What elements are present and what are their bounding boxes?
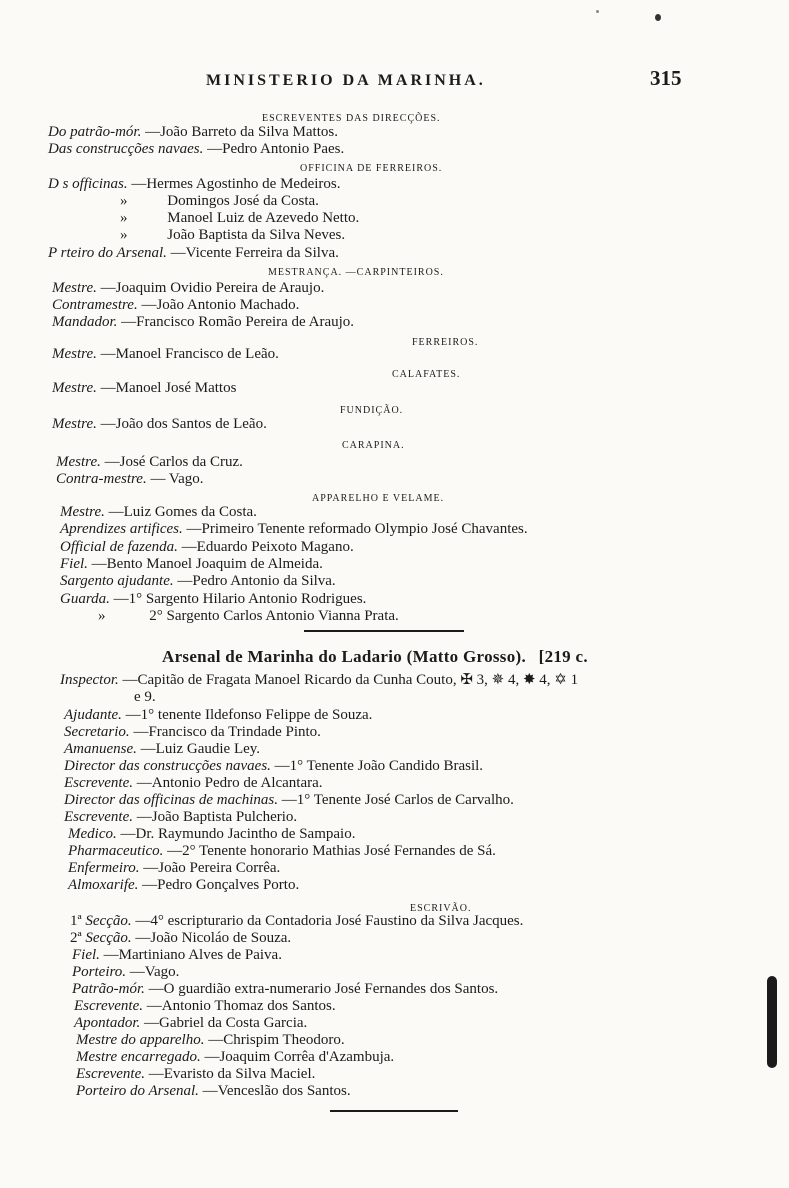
entry-name: —João Pereira Corrêa. (143, 860, 281, 876)
entry-role: Secretario. (64, 724, 130, 740)
entry-role: Mestre. (52, 280, 97, 296)
list-item (98, 608, 399, 625)
entry-role: Fiel. (60, 556, 88, 572)
list-item (70, 913, 523, 930)
entry-role: Mestre. (52, 416, 97, 432)
list-item (64, 707, 372, 724)
list-item (60, 556, 323, 573)
entry-role: Apontador. (74, 1015, 141, 1031)
list-item (76, 1066, 315, 1083)
list-item (60, 521, 528, 538)
entry-role: Secção. (85, 930, 132, 946)
list-item (120, 210, 359, 227)
list-item (64, 758, 483, 775)
ink-spot (655, 14, 661, 21)
entry-role: Ajudante. (64, 707, 122, 723)
entry-name: —Francisco Romão Pereira de Araujo. (121, 314, 355, 330)
list-item (60, 539, 354, 556)
list-item (68, 843, 496, 860)
section2-title-ref: [219 c. (538, 647, 588, 666)
entry-name: —Pedro Antonio Paes. (207, 141, 345, 157)
entry-role: Contramestre. (52, 297, 138, 313)
entry-name: —Dr. Raymundo Jacintho de Sampaio. (120, 826, 356, 842)
list-item (52, 314, 354, 331)
entry-patrao-mor (48, 124, 338, 141)
entry-name: Domingos José da Costa. (167, 193, 319, 209)
entry-inspector (60, 672, 578, 689)
entry-name: —1° tenente Ildefonso Felippe de Souza. (125, 707, 373, 723)
ditto-mark: » (120, 227, 128, 243)
list-item (74, 998, 336, 1015)
entry-role: Mestre encarregado. (76, 1049, 201, 1065)
entry-role: Mestre. (60, 504, 105, 520)
entry-name: —4° escripturario da Contadoria José Faustino da Silva Jacques. (135, 913, 524, 929)
entry-role: Aprendizes artifices. (60, 521, 183, 537)
entry-role: Escrevente. (76, 1066, 145, 1082)
entry-name: —Pedro Gonçalves Porto. (142, 877, 300, 893)
entry-inspector-cont: e 9. (134, 689, 156, 705)
entry-role: P rteiro do Arsenal. (48, 245, 167, 261)
ditto-mark: » (120, 193, 128, 209)
section-heading-officina: OFFICINA DE FERREIROS. (300, 163, 443, 174)
list-item (74, 1015, 307, 1032)
entry-role: Escrevente. (64, 775, 133, 791)
entry-name: —Martiniano Alves de Paiva. (103, 947, 282, 963)
section2-title (162, 648, 588, 665)
entry-name: —Primeiro Tenente reformado Olympio José Chavantes. (186, 521, 528, 537)
entry-role: Sargento ajudante. (60, 573, 174, 589)
list-item (52, 280, 324, 297)
entry-name: João Baptista da Silva Neves. (167, 227, 346, 243)
entry-role: Mestre do apparelho. (76, 1032, 205, 1048)
entry-name: —Luiz Gaudie Ley. (140, 741, 261, 757)
entry-name: —Gabriel da Costa Garcia. (144, 1015, 308, 1031)
entry-name: —Joaquim Corrêa d'Azambuja. (204, 1049, 395, 1065)
entry-name: —João dos Santos de Leão. (100, 416, 267, 432)
section-heading-apparelho: APPARELHO E VELAME. (312, 493, 445, 504)
entry-calafates-mestre (52, 380, 236, 397)
entry-name: —Vicente Ferreira da Silva. (170, 245, 339, 261)
entry-name: —1° Sargento Hilario Antonio Rodrigues. (113, 591, 367, 607)
list-item (60, 573, 336, 590)
page-header-title: MINISTERIO DA MARINHA. (206, 72, 486, 89)
entry-name: —Venceslão dos Santos. (202, 1083, 351, 1099)
entry-prefix: 2ª (70, 930, 82, 946)
entry-name: —João Nicoláo de Souza. (135, 930, 292, 946)
entry-role: Pharmaceutico. (68, 843, 164, 859)
entry-role: Enfermeiro. (68, 860, 140, 876)
entry-role: Official de fazenda. (60, 539, 178, 555)
section-heading-fundicao: FUNDIÇÃO. (340, 405, 404, 416)
entry-role: Porteiro do Arsenal. (76, 1083, 199, 1099)
entry-role: Escrevente. (64, 809, 133, 825)
entry-name: —José Carlos da Cruz. (104, 454, 243, 470)
section2-title-text: Arsenal de Marinha do Ladario (Matto Grosso). (162, 647, 527, 666)
entry-role: Do patrão-mór. (48, 124, 142, 140)
list-item (70, 930, 291, 947)
entry-construccoes (48, 141, 344, 158)
entry-role: Inspector. (60, 672, 119, 688)
list-item (68, 877, 299, 894)
entry-name: —João Antonio Machado. (141, 297, 300, 313)
entry-role: Guarda. (60, 591, 110, 607)
list-item (72, 964, 179, 981)
entry-officinas (48, 176, 340, 193)
entry-role: D s officinas. (48, 176, 128, 192)
entry-name: —João Baptista Pulcherio. (136, 809, 298, 825)
list-item (56, 471, 204, 488)
entry-name: —Bento Manoel Joaquim de Almeida. (91, 556, 323, 572)
entry-role: Director das construcções navaes. (64, 758, 271, 774)
entry-role: Porteiro. (72, 964, 127, 980)
entry-name: —Manoel José Mattos (100, 380, 237, 396)
entry-name: —Eduardo Peixoto Magano. (181, 539, 354, 555)
list-item (60, 504, 257, 521)
entry-prefix: 1ª (70, 913, 82, 929)
list-item (72, 981, 498, 998)
entry-role: Secção. (85, 913, 132, 929)
list-item (76, 1032, 345, 1049)
entry-name: 2° Sargento Carlos Antonio Vianna Prata. (149, 608, 399, 624)
list-item (72, 947, 282, 964)
entry-role: Amanuense. (64, 741, 137, 757)
entry-name: —Francisco da Trindade Pinto. (133, 724, 321, 740)
entry-name: —Vago. (129, 964, 180, 980)
list-item (64, 775, 323, 792)
entry-role: Fiel. (72, 947, 100, 963)
entry-role: Mestre. (52, 380, 97, 396)
ink-spot (596, 10, 599, 13)
entry-name: Manoel Luiz de Azevedo Netto. (167, 210, 360, 226)
entry-name: —Antonio Thomaz dos Santos. (146, 998, 336, 1014)
entry-name: —Joaquim Ovidio Pereira de Araujo. (100, 280, 325, 296)
entry-role: Medico. (68, 826, 117, 842)
entry-name: —Capitão de Fragata Manoel Ricardo da Cunha Couto, ✠ 3, ✵ 4, ✸ 4, ✡ 1 (122, 672, 579, 688)
entry-name: —Manoel Francisco de Leão. (100, 346, 279, 362)
entry-name: —Evaristo da Silva Maciel. (148, 1066, 316, 1082)
entry-name: —Pedro Antonio da Silva. (177, 573, 336, 589)
entry-role: Director das officinas de machinas. (64, 792, 279, 808)
list-item (120, 193, 319, 210)
list-item (56, 454, 243, 471)
list-item (64, 809, 297, 826)
list-item (76, 1049, 394, 1066)
ditto-mark: » (98, 608, 106, 624)
list-item (68, 826, 355, 843)
closing-rule (330, 1110, 458, 1112)
entry-name: —Antonio Pedro de Alcantara. (136, 775, 323, 791)
entry-role: Mestre. (56, 454, 101, 470)
page-edge-mark (767, 976, 777, 1068)
entry-ferreiros-mestre (52, 346, 279, 363)
entry-name: —João Barreto da Silva Mattos. (145, 124, 338, 140)
section-divider (304, 630, 464, 632)
entry-name: —2° Tenente honorario Mathias José Fernandes de Sá. (167, 843, 496, 859)
list-item (60, 591, 366, 608)
entry-role: Mandador. (52, 314, 118, 330)
entry-name: —1° Tenente João Candido Brasil. (274, 758, 484, 774)
list-item (52, 297, 299, 314)
entry-role: Contra-mestre. (56, 471, 147, 487)
section-heading-calafates: CALAFATES. (392, 369, 461, 380)
list-item (76, 1083, 351, 1100)
entry-role: Das construcções navaes. (48, 141, 204, 157)
entry-fundicao-mestre (52, 416, 267, 433)
entry-name: — Vago. (150, 471, 204, 487)
entry-porteiro (48, 245, 339, 262)
entry-role: Patrão-mór. (72, 981, 145, 997)
list-item (64, 741, 260, 758)
ditto-mark: » (120, 210, 128, 226)
entry-name: —Hermes Agostinho de Medeiros. (131, 176, 341, 192)
entry-name: —O guardião extra-numerario José Fernandes dos Santos. (148, 981, 499, 997)
section-heading-escreventes: ESCREVENTES DAS DIRECÇÕES. (262, 113, 441, 124)
list-item (64, 792, 514, 809)
entry-name: —1° Tenente José Carlos de Carvalho. (281, 792, 514, 808)
section-heading-mestranca: MESTRANÇA. —CARPINTEIROS. (268, 267, 444, 278)
entry-role: Escrevente. (74, 998, 143, 1014)
section-heading-carapina: CARAPINA. (342, 440, 405, 451)
entry-name: —Chrispim Theodoro. (208, 1032, 345, 1048)
entry-role: Almoxarife. (68, 877, 139, 893)
section-heading-ferreiros: FERREIROS. (412, 337, 479, 348)
list-item (64, 724, 321, 741)
list-item (68, 860, 280, 877)
section-heading-escrivao: ESCRIVÃO. (410, 903, 472, 914)
list-item (120, 227, 345, 244)
entry-name: —Luiz Gomes da Costa. (108, 504, 257, 520)
page-number: 315 (650, 66, 682, 90)
entry-role: Mestre. (52, 346, 97, 362)
